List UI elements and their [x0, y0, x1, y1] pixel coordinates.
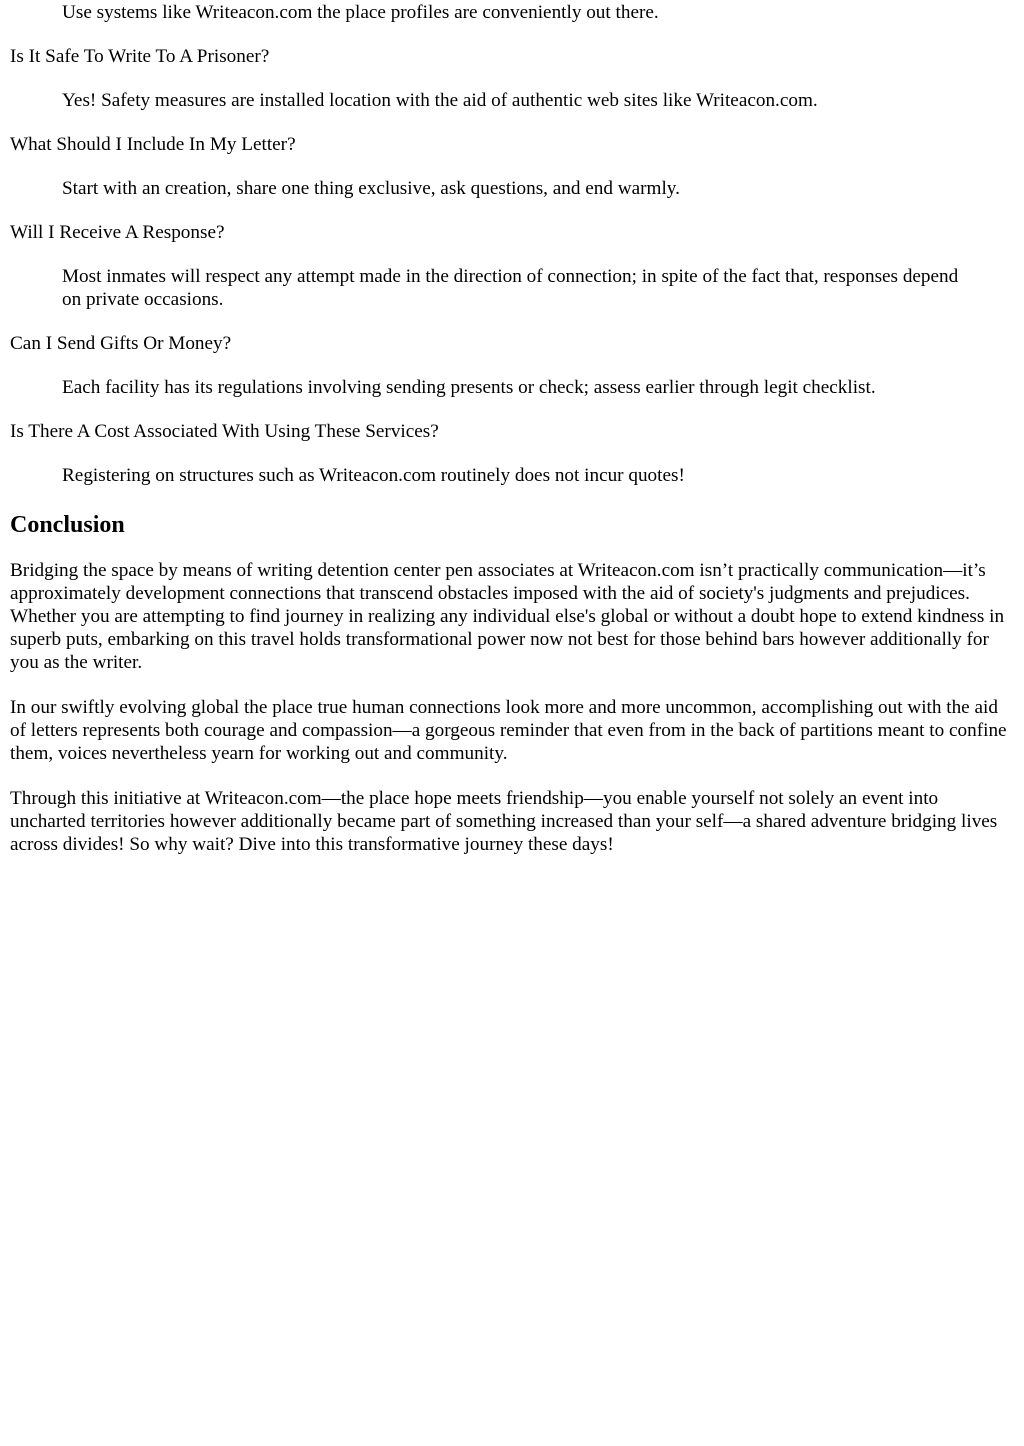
- conclusion-heading: Conclusion: [10, 512, 125, 538]
- faq-answer: Most inmates will respect any attempt made in the direction of connection; in spite of the fact that, responses depend on private occasions.: [62, 266, 959, 310]
- faq-answer: Registering on structures such as Writeacon.com routinely does not incur quotes!: [62, 465, 685, 486]
- faq-question: Is There A Cost Associated With Using These Services?: [10, 421, 439, 442]
- faq-answer-lead: Use systems like Writeacon.com the place profiles are conveniently out there.: [62, 2, 659, 23]
- faq-answer: Start with an creation, share one thing exclusive, ask questions, and end warmly.: [62, 178, 680, 199]
- faq-question: Is It Safe To Write To A Prisoner?: [10, 46, 270, 67]
- conclusion-paragraph: Through this initiative at Writeacon.com—the place hope meets friendship—you enable yourself not solely an event into uncharted territories however additionally became part of something increased than your self—a shared adventure bridging lives across divides! So why wait? Dive into this transformative journey these days!: [10, 788, 998, 855]
- conclusion-paragraph: Bridging the space by means of writing detention center pen associates at Writeacon.com isn’t practically communication—it’s approximately development connections that transcend obstacles imposed with the aid of society's judgments and prejudices. Whether you are attempting to find journey in realizing any individual else's global or without a doubt hope to extend kindness in superb puts, embarking on this travel holds transformational power now not best for those behind bars however additionally for you as the writer.: [10, 560, 1005, 673]
- faq-question: What Should I Include In My Letter?: [10, 134, 296, 155]
- faq-list: [10, 0, 1014, 487]
- faq-question: Will I Receive A Response?: [10, 222, 225, 243]
- faq-question: Can I Send Gifts Or Money?: [10, 333, 232, 354]
- faq-answer: Each facility has its regulations involving sending presents or check; assess earlier through legit checklist.: [62, 377, 876, 398]
- faq-answer: Yes! Safety measures are installed location with the aid of authentic web sites like Writeacon.com.: [62, 90, 818, 111]
- conclusion-paragraph: In our swiftly evolving global the place true human connections look more and more uncommon, accomplishing out with the aid of letters represents both courage and compassion—a gorgeous reminder that even from in the back of partitions meant to confine them, voices nevertheless yearn for working out and community.: [10, 697, 1007, 764]
